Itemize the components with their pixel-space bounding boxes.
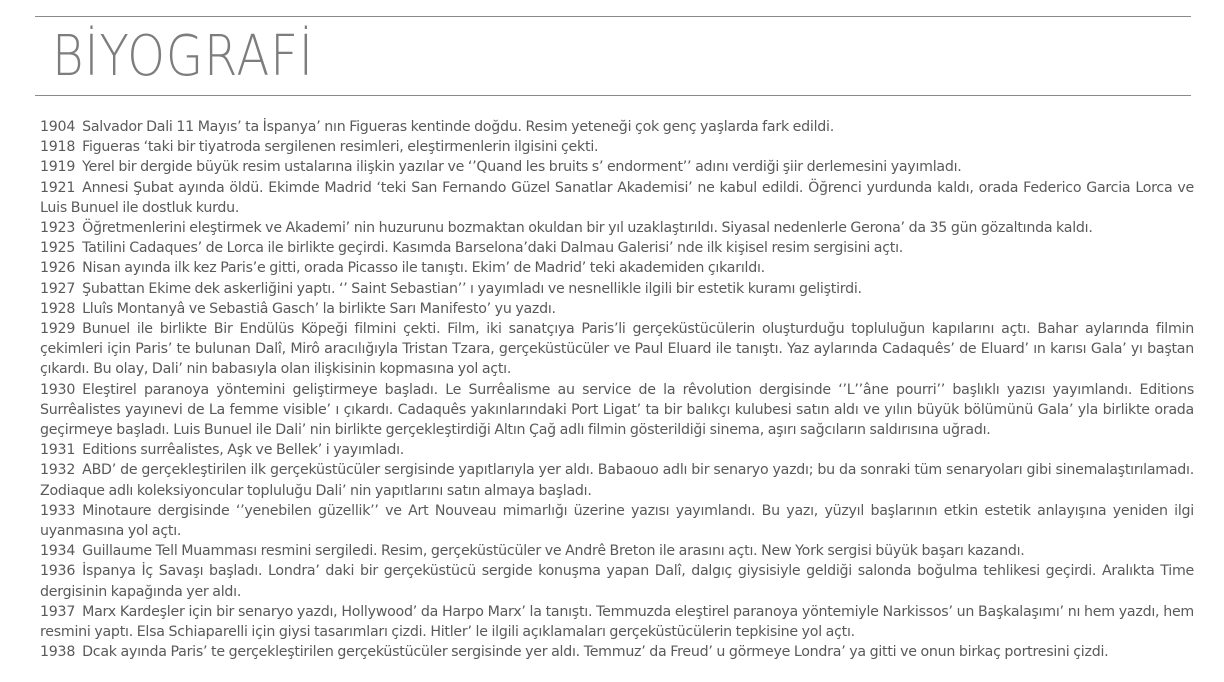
biography-entry [40, 299, 1194, 319]
entry-year: 1923 [40, 220, 76, 237]
entry-text: Tatilini Cadaques’ de Lorca ile birlikte geçirdi. Kasımda Barselona’daki Dalmau Galerisi’ nde ilk kişisel resim sergisini açtı. [82, 240, 904, 257]
entry-year: 1933 [40, 502, 76, 519]
entry-text: Figueras ‘taki bir tiyatroda sergilenen resimleri, eleştirmenlerin ilgisini çekti. [82, 139, 599, 156]
entry-text: Salvador Dali 11 Mayıs’ ta İspanya’ nın Figueras kentinde doğdu. Resim yeteneği çok genç yaşlarda fark edildi. [82, 119, 834, 135]
entry-text: Yerel bir dergide büyük resim ustalarına ilişkin yazılar ve ‘’Quand les bruits s’ endorment’’ adını verdiği şiir derlemesini yayımladı. [82, 159, 962, 176]
entry-text: Nisan ayında ilk kez Paris’e gitti, orada Picasso ile tanıştı. Ekim’ de Madrid’ teki akademiden çıkarıldı. [82, 260, 765, 277]
biography-entry [40, 238, 1194, 258]
biography-entry [40, 501, 1194, 541]
entry-text: Editions surrêalistes, Aşk ve Bellek’ i yayımladı. [82, 442, 405, 459]
entry-text: Şubattan Ekime dek askerliğini yaptı. ‘’ Saint Sebastian’’ ı yayımladı ve nesnellikle ilgili bir estetik kuramı geliştirdi. [82, 280, 862, 297]
biography-entry [40, 460, 1194, 500]
entry-year: 1921 [40, 179, 76, 196]
entry-year: 1934 [40, 543, 76, 560]
page-title: BİYOGRAFİ [52, 24, 314, 89]
entry-year: 1936 [40, 563, 76, 580]
biography-entry [40, 380, 1194, 441]
entry-year: 1925 [40, 240, 76, 257]
biography-entry [40, 178, 1194, 218]
entry-year: 1929 [40, 321, 76, 338]
entry-text: Annesi Şubat ayında öldü. Ekimde Madrid ‘teki San Fernando Güzel Sanatlar Akademisi’ ne kabul edildi. Öğrenci yurdunda kaldı, orada Federico Garcia Lorca ve Luis Bunuel ile dostluk kurdu. [40, 179, 1194, 216]
entry-year: 1938 [40, 644, 76, 661]
entry-year: 1930 [40, 381, 76, 398]
entry-year: 1931 [40, 442, 76, 459]
entry-year: 1932 [40, 462, 76, 479]
entry-text: Öğretmenlerini eleştirmek ve Akademi’ nin huzurunu bozmaktan okuldan bir yıl uzaklaştırıldı. Siyasal nedenlerle Gerona’ da 35 gün gözaltında kaldı. [82, 220, 1093, 237]
entry-year: 1926 [40, 260, 76, 277]
biography-list [40, 117, 1194, 662]
entry-text: Lluîs Montanyâ ve Sebastiâ Gasch’ la birlikte Sarı Manifesto’ yu yazdı. [82, 300, 556, 317]
entry-text: Dcak ayında Paris’ te gerçekleştirilen gerçeküstücüler sergisinde yer aldı. Temmuz’ da Freud’ u görmeye Londra’ ya gitti ve onun birkaç portresini çizdi. [82, 644, 1109, 661]
entry-text: Guillaume Tell Muamması resmini sergiledi. Resim, gerçeküstücüler ve Andrê Breton ile arasını açtı. New York sergisi büyük başarı kazandı. [82, 543, 1025, 560]
biography-entry [40, 319, 1194, 380]
entry-text: Minotaure dergisinde ‘’yenebilen güzellik’’ ve Art Nouveau mimarlığı üzerine yazısı yayımlandı. Bu yazı, yüzyıl başlarının etkin estetik anlayışına yeniden ilgi uyanmasına yol açtı. [40, 502, 1194, 540]
biography-entry [40, 117, 1194, 137]
biography-entry [40, 440, 1194, 460]
entry-text: İspanya İç Savaşı başladı. Londra’ daki bir gerçeküstücü sergide konuşma yapan Dalî, dalgıç giysisiyle geldiği salonda boğulma tehlikesi geçirdi. Aralıkta Time dergisinin kapağında yer aldı. [40, 563, 1194, 600]
biography-entry [40, 602, 1194, 642]
entry-year: 1919 [40, 159, 76, 176]
entry-year: 1904 [40, 119, 76, 135]
entry-text: Bunuel ile birlikte Bir Endülüs Köpeği filmini çekti. Film, iki sanatçıya Paris’li gerçeküstücülerin oluşturduğu topluluğun kapılarını açtı. Bahar aylarında filmin çekimleri için Paris’ te bulunan Dalî, Mirô aracılığıyla Tristan Tzara, gerçeküstücüler ve Paul Eluard ile tanıştı. Yaz aylarında Cadaquês’ de Eluard’ ın karısı Gala’ yı baştan çıkardı. Bu olay, Dali’ nin babasıyla olan ilişkisinin kopmasına yol açtı. [40, 321, 1194, 378]
biography-entry [40, 642, 1194, 662]
biography-entry [40, 541, 1194, 561]
entry-text: ABD’ de gerçekleştirilen ilk gerçeküstücüler sergisinde yapıtlarıyla yer aldı. Babaouo adlı bir senaryo yazdı; bu da sonraki tüm senaryoları gibi sinemalaştırılamadı. Zodiaque adlı koleksiyoncular topluluğu Dali’ nin yapıtlarını satın almaya başladı. [40, 462, 1194, 499]
title-divider [35, 95, 1191, 96]
biography-entry [40, 279, 1194, 299]
entry-year: 1918 [40, 139, 76, 156]
entry-text: Eleştirel paranoya yöntemini geliştirmeye başladı. Le Surrêalisme au service de la rêvolution dergisinde ‘’L’’âne pourri’’ başlıklı yazısı yayımlandı. Editions Surrêalistes yayınevi de La femme visible’ ı çıkardı. Cadaquês yakınlarındaki Port Ligat’ ta bir balıkçı kulubesi satın aldı ve yılın büyük bölümünü Gala’ yla birlikte orada geçirmeye başladı. Luis Bunuel ile Dali’ nin birlikte gerçekleştirdiği Altın Çağ adlı filmin gösterildiği sinema, aşırı sağcıların saldırısına uğradı. [40, 381, 1194, 439]
entry-year: 1937 [40, 603, 76, 620]
entry-year: 1927 [40, 280, 76, 297]
biography-entry [40, 218, 1194, 238]
biography-entry [40, 561, 1194, 601]
biography-entry [40, 157, 1194, 177]
entry-year: 1928 [40, 300, 76, 317]
biography-entry [40, 258, 1194, 278]
biography-entry [40, 137, 1194, 157]
entry-text: Marx Kardeşler için bir senaryo yazdı, Hollywood’ da Harpo Marx’ la tanıştı. Temmuzda eleştirel paranoya yöntemiyle Narkissos’ un Başkalaşımı’ nı hem yazdı, hem resmini yaptı. Elsa Schiaparelli için giysi tasarımları çizdi. Hitler’ le ilgili açıklamaları gerçeküstücülerin tepkisine yol açtı. [40, 603, 1194, 641]
top-divider [35, 16, 1191, 17]
